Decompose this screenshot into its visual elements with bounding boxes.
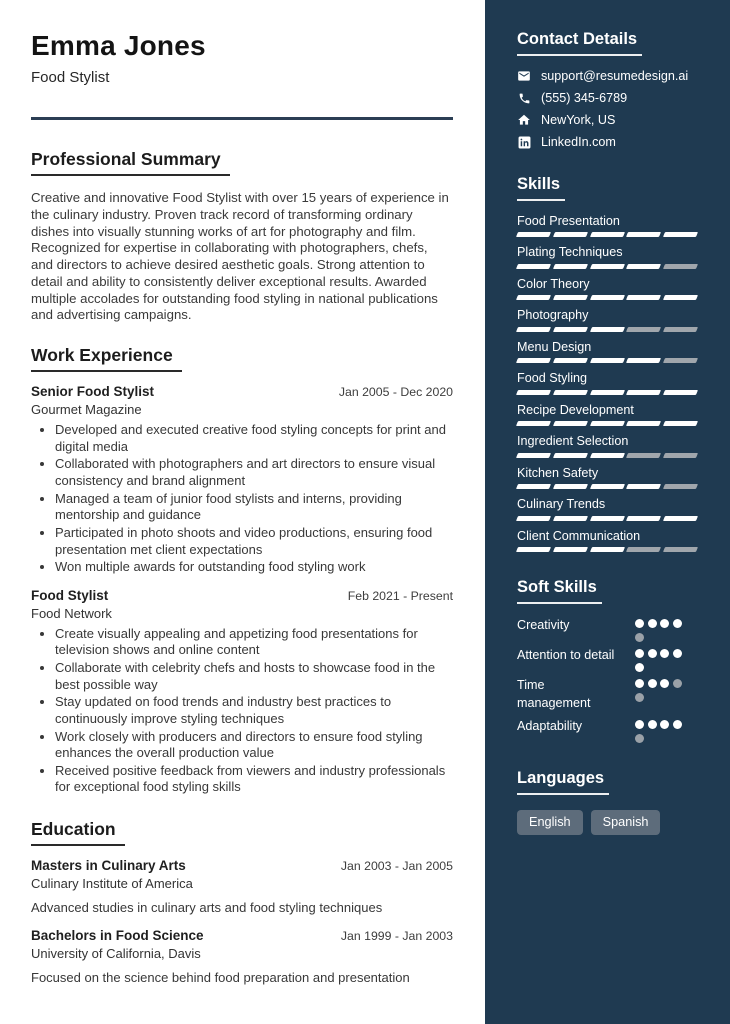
skill-segment-filled [663,390,698,395]
person-name: Emma Jones [31,30,206,61]
education-dates: Jan 1999 - Jan 2003 [340,929,453,943]
skill-segment-filled [590,327,625,332]
contact-item [517,69,697,83]
job-bullet: • Create visually appealing and appetizing food presentations for television shows and online content [55,626,453,659]
skill-segment-filled [626,295,661,300]
email-icon [517,69,531,83]
soft-skill-dot-filled [673,649,682,658]
job-company: Food Network [31,605,112,621]
skill-level-bar [517,358,697,363]
skill-segment-filled [626,264,661,269]
skill-level-bar [517,264,697,269]
soft-skill-dot-filled [660,720,669,729]
skill-segment-filled [663,421,698,426]
phone-icon [517,91,531,105]
skill-segment-filled [553,453,588,458]
soft-skills-heading: Soft Skills [517,578,602,604]
skill-segment-filled [516,390,551,395]
education-degree: Masters in Culinary Arts [31,858,186,873]
skill-segment-filled [590,484,625,489]
soft-skill-dot-filled [648,679,657,688]
job-header-row [31,384,453,399]
skill-segment-filled [516,264,551,269]
skill-name: Food Presentation [517,214,620,228]
soft-skill-dot-filled [673,720,682,729]
skill-segment-filled [590,421,625,426]
header-divider [31,117,453,120]
job-bullet: • Won multiple awards for outstanding food styling work [55,559,453,576]
job-bullet: • Received positive feedback from viewers and industry professionals for exceptional food styling skills [55,763,453,796]
skill-item [517,403,697,426]
skill-item [517,434,697,457]
contact-text: NewYork, US [541,113,616,127]
contact-section [517,30,697,149]
soft-skill-dots [635,617,685,642]
skill-segment-empty [663,327,698,332]
soft-skill-dot-empty [635,693,644,702]
skill-segment-filled [590,390,625,395]
skill-segment-filled [516,232,551,237]
skill-level-bar [517,232,697,237]
language-chip: English [517,810,583,835]
skill-segment-filled [553,484,588,489]
job-bullet: • Collaborate with celebrity chefs and hosts to showcase food in the best possible way [55,660,453,693]
job-title: Senior Food Stylist [31,384,155,400]
experience-section [31,345,453,796]
skill-level-bar [517,327,697,332]
skill-segment-filled [516,295,551,300]
skill-item [517,214,697,237]
skill-segment-filled [553,358,588,363]
contact-text: support@resumedesign.ai [541,69,689,83]
soft-skill-list [517,617,697,743]
skill-segment-filled [516,358,551,363]
education-entry [31,928,453,985]
skill-name: Client Communication [517,528,641,543]
skill-item [517,371,697,394]
skill-segment-filled [516,421,551,426]
soft-skill-dot-filled [660,619,669,628]
soft-skill-dots [635,718,685,743]
skill-segment-filled [590,264,625,269]
skill-segment-empty [663,264,698,269]
contact-text: LinkedIn.com [541,135,616,149]
job-bullets [31,626,453,796]
skill-item [517,245,697,268]
experience-heading: Work Experience [31,345,182,372]
skill-name: Menu Design [517,339,592,354]
job-title: Food Stylist [31,587,109,603]
summary-section [31,149,453,324]
contact-list [517,69,697,149]
soft-skill-dot-filled [673,619,682,628]
education-section [31,819,453,985]
education-school: Culinary Institute of America [31,876,193,891]
education-header-row [31,928,453,943]
skill-segment-filled [590,516,625,521]
sidebar [485,0,730,1024]
skill-segment-filled [590,232,625,237]
soft-skill-dots [635,647,685,672]
skill-segment-filled [553,516,588,521]
soft-skill-dot-filled [635,720,644,729]
language-chip-list [517,810,697,835]
soft-skill-dot-filled [635,619,644,628]
skill-segment-empty [663,484,698,489]
skill-level-bar [517,421,697,426]
skill-segment-filled [516,516,551,521]
soft-skill-item [517,617,697,642]
skill-segment-filled [516,453,551,458]
contact-heading: Contact Details [517,30,642,56]
skill-segment-filled [663,232,698,237]
soft-skill-item [517,718,697,743]
skills-heading: Skills [517,175,565,201]
soft-skill-dot-empty [635,734,644,743]
soft-skill-item [517,677,697,713]
skill-name: Ingredient Selection [517,434,629,449]
header [31,30,453,86]
skill-segment-filled [553,232,588,237]
job-entry [31,588,453,796]
job-list [31,384,453,796]
education-degree: Bachelors in Food Science [31,928,204,943]
soft-skill-dot-filled [648,649,657,658]
contact-item [517,113,697,127]
skill-segment-filled [663,516,698,521]
soft-skill-dot-empty [673,679,682,688]
education-school: University of California, Davis [31,946,201,961]
skill-segment-empty [626,453,661,458]
skill-item [517,277,697,300]
linkedin-icon [517,135,531,149]
skill-segment-filled [553,264,588,269]
summary-heading: Professional Summary [31,149,230,176]
job-bullet: • Stay updated on food trends and industry best practices to continuously improve styling techniques [55,694,453,727]
contact-item [517,135,697,149]
skill-name: Plating Techniques [517,245,623,260]
skill-segment-filled [590,453,625,458]
skill-segment-filled [626,516,661,521]
soft-skill-item [517,647,697,672]
skill-name: Kitchen Safety [517,465,599,480]
skill-item [517,497,697,520]
job-bullet: • Developed and executed creative food styling concepts for print and digital media [55,422,453,455]
education-dates: Jan 2003 - Jan 2005 [340,859,453,873]
skill-item [517,340,697,363]
job-company: Gourmet Magazine [31,402,142,418]
job-dates: Feb 2021 - Present [347,588,453,603]
skill-segment-filled [626,232,661,237]
skill-segment-filled [590,295,625,300]
soft-skill-dot-filled [660,649,669,658]
skill-level-bar [517,295,697,300]
person-job-title: Food Stylist [31,69,110,86]
skill-segment-empty [626,327,661,332]
soft-skill-dot-filled [648,720,657,729]
job-bullets [31,422,453,576]
skill-level-bar [517,453,697,458]
skill-list [517,214,697,552]
language-chip: Spanish [591,810,661,835]
languages-section [517,769,697,835]
education-description: Advanced studies in culinary arts and food styling techniques [31,900,383,915]
skill-segment-filled [516,484,551,489]
skill-segment-filled [590,358,625,363]
job-entry [31,384,453,576]
summary-text: Creative and innovative Food Stylist with over 15 years of experience in the culinary industry. Proven track record of transforming ordinary dishes into visually stunning works of art for photography and film. Recognized for expertise in collaborating with photographers, chefs, and directors to achieve desired aesthetic goals. Strong attention to detail and ability to consistently deliver exceptional results. Awarded multiple accolades for outstanding food styling in national publications and advertising campaigns. [31,190,449,323]
soft-skill-name: Adaptability [517,718,583,733]
skill-segment-empty [663,453,698,458]
education-list [31,858,453,985]
contact-item [517,91,697,105]
soft-skill-name: Attention to detail [517,648,615,663]
skill-segment-filled [516,547,551,552]
education-entry [31,858,453,915]
soft-skill-dot-filled [635,679,644,688]
skill-segment-filled [553,327,588,332]
job-bullet: • Work closely with producers and directors to ensure food styling enhances the overall production value [55,729,453,762]
soft-skills-section [517,578,697,743]
skill-segment-empty [663,547,698,552]
skill-segment-filled [553,390,588,395]
skill-name: Food Styling [517,371,588,386]
education-heading: Education [31,819,125,846]
skill-name: Color Theory [517,276,590,291]
job-bullet: • Participated in photo shoots and video productions, ensuring food presentation met client expectations [55,525,453,558]
skill-name: Photography [517,308,589,323]
skill-name: Culinary Trends [517,497,606,512]
soft-skill-dot-empty [635,633,644,642]
job-bullet: • Managed a team of junior food stylists and interns, providing mentorship and guidance [55,491,453,524]
job-bullet: • Collaborated with photographers and art directors to ensure visual consistency and brand alignment [55,456,453,489]
skill-segment-filled [626,390,661,395]
soft-skill-dot-filled [635,663,644,672]
skills-section [517,175,697,552]
skill-segment-filled [553,421,588,426]
skill-item [517,308,697,331]
soft-skill-name: Creativity [517,618,570,633]
soft-skill-dot-filled [635,649,644,658]
skill-segment-filled [663,295,698,300]
skill-segment-empty [663,358,698,363]
skill-segment-filled [626,484,661,489]
soft-skill-dots [635,677,685,702]
skill-item [517,529,697,552]
skill-segment-filled [516,327,551,332]
skill-segment-filled [626,358,661,363]
skill-level-bar [517,547,697,552]
languages-heading: Languages [517,769,609,795]
soft-skill-dot-filled [660,679,669,688]
soft-skill-dot-filled [648,619,657,628]
skill-name: Recipe Development [517,402,634,417]
skill-level-bar [517,484,697,489]
skill-segment-filled [626,421,661,426]
contact-text: (555) 345-6789 [541,91,628,105]
job-dates: Jan 2005 - Dec 2020 [338,385,453,400]
home-icon [517,113,531,127]
skill-level-bar [517,390,697,395]
job-header-row [31,588,453,603]
education-header-row [31,858,453,873]
skill-item [517,466,697,489]
education-description: Focused on the science behind food preparation and presentation [31,970,410,985]
skill-segment-filled [553,547,588,552]
skill-level-bar [517,516,697,521]
skill-segment-empty [626,547,661,552]
skill-segment-filled [553,295,588,300]
soft-skill-name: Time management [517,678,591,711]
skill-segment-filled [590,547,625,552]
